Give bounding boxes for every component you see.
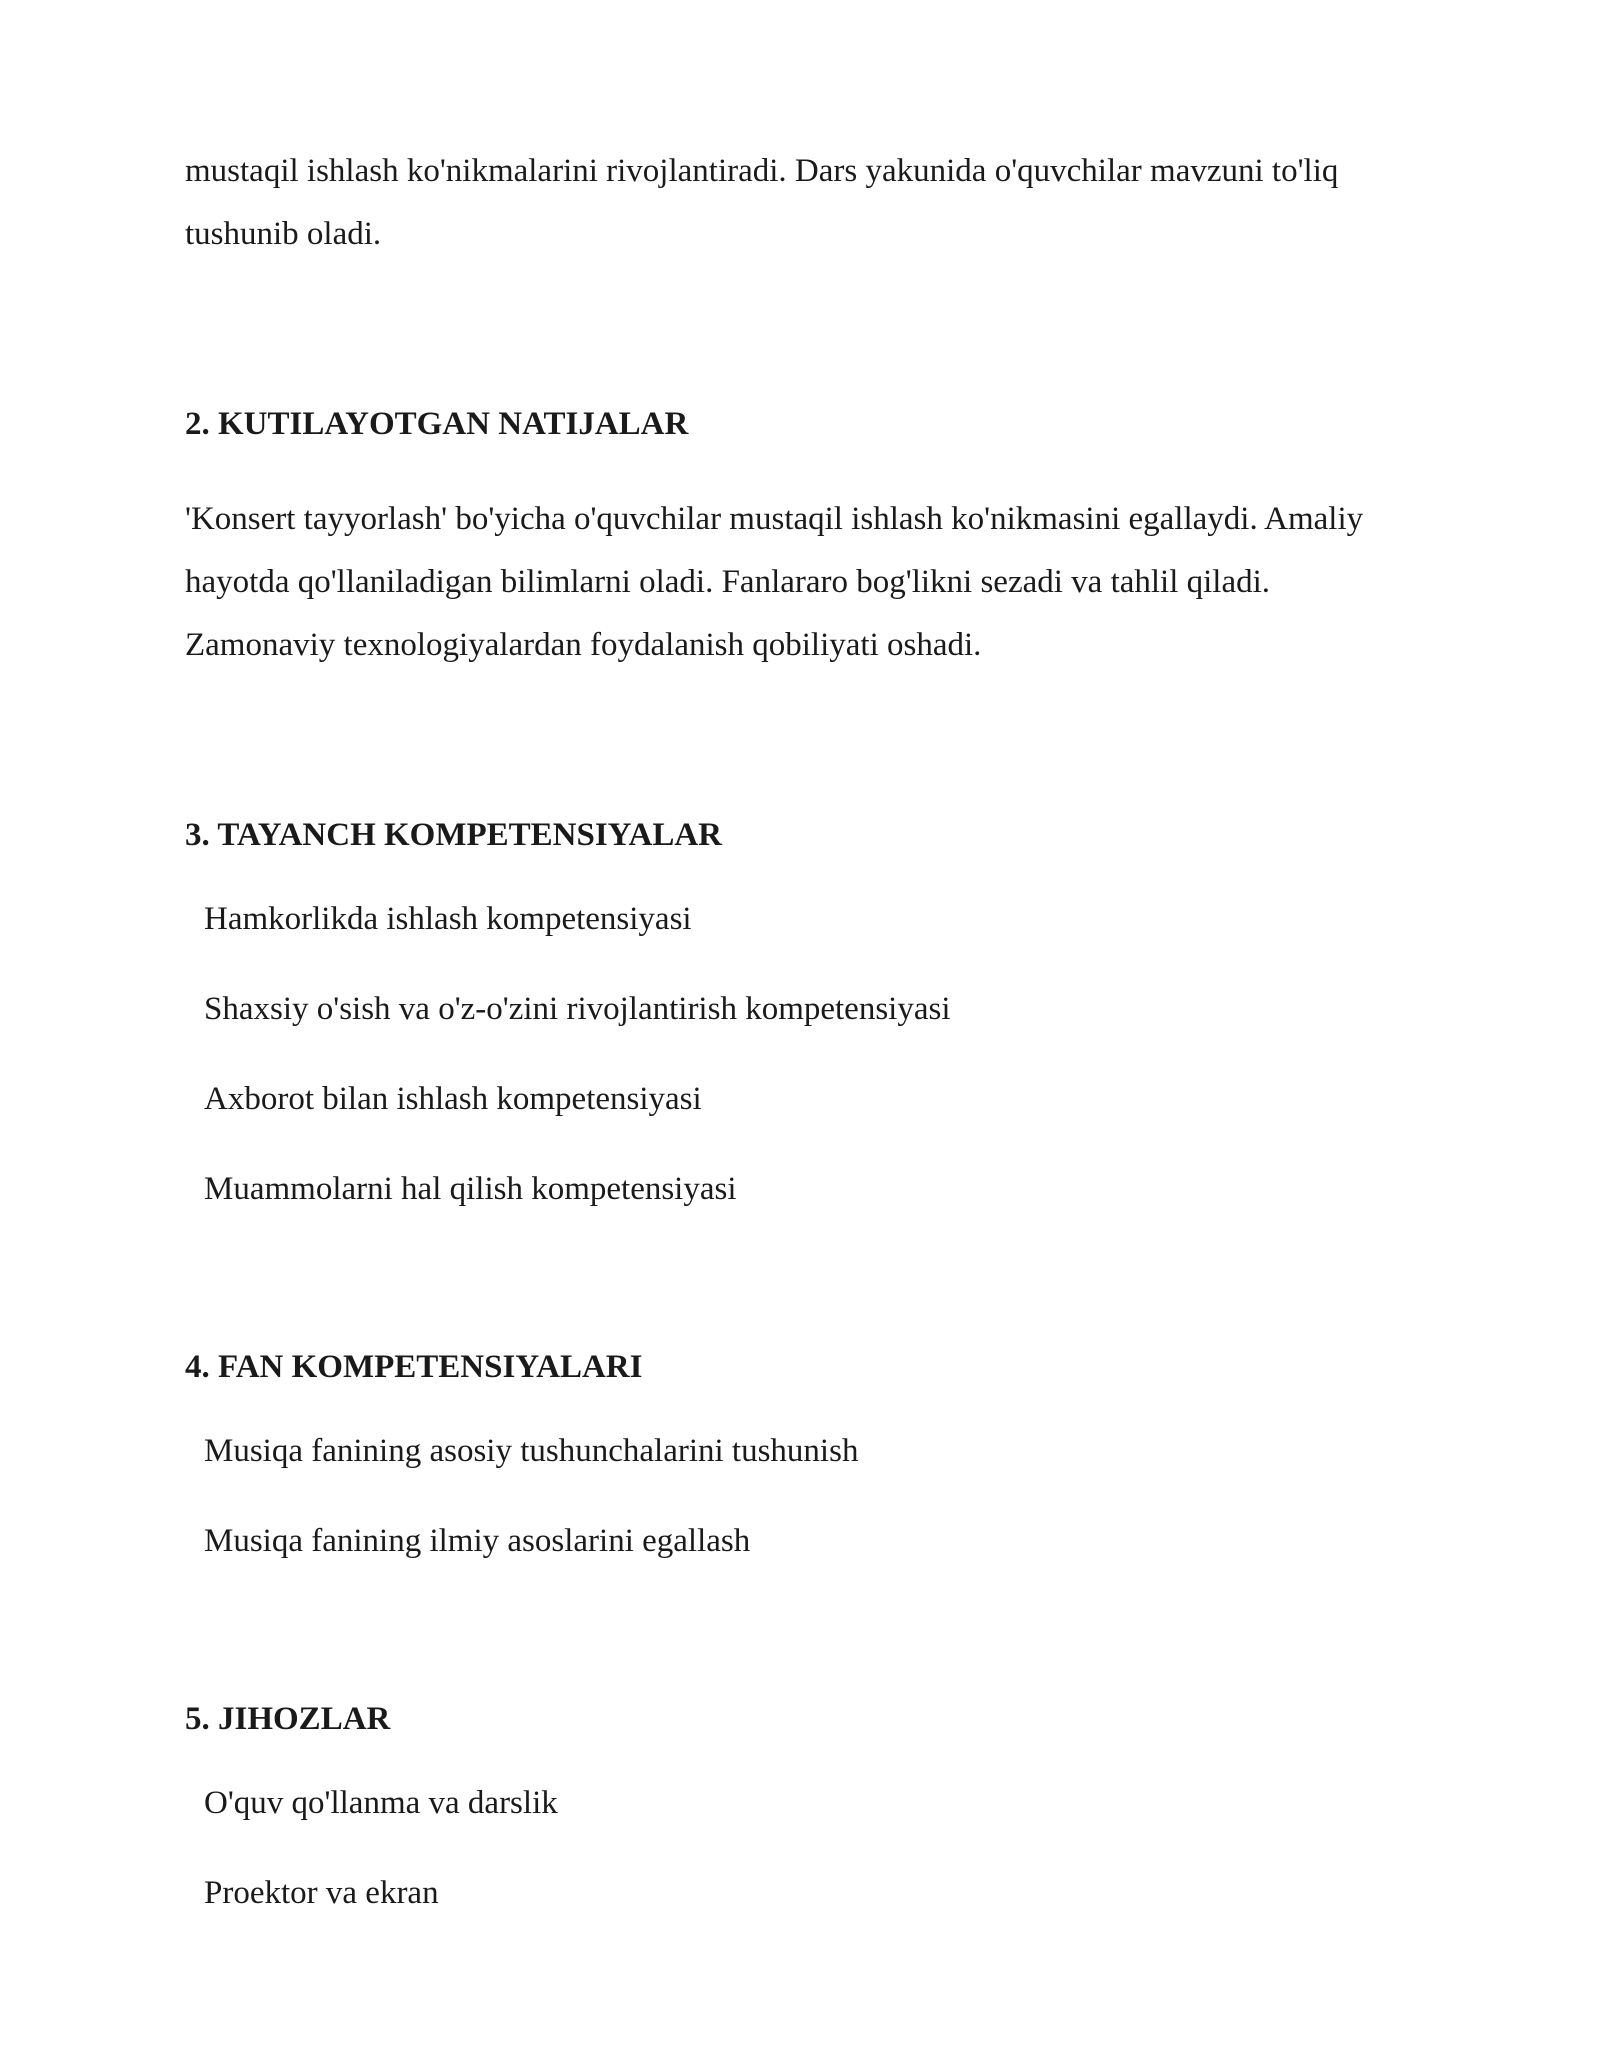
equipment-list xyxy=(185,1783,1425,1913)
list-item: Shaxsiy o'sish va o'z-o'zini rivojlantirish kompetensiyasi xyxy=(204,991,951,1027)
list-item: Axborot bilan ishlash kompetensiyasi xyxy=(204,1081,702,1117)
section-core-competencies xyxy=(185,815,1425,1209)
list-item: Proektor va ekran xyxy=(204,1875,439,1911)
list-item: Muammolarni hal qilish kompetensiyasi xyxy=(204,1171,737,1207)
list-item: O'quv qo'llanma va darslik xyxy=(204,1785,558,1821)
section-subject-competencies xyxy=(185,1347,1425,1561)
intro-paragraph: mustaqil ishlash ko'nikmalarini rivojlantiradi. Dars yakunida o'quvchilar mavzuni to'liq tushunib oladi. xyxy=(185,153,1339,252)
section-expected-results xyxy=(185,404,1425,677)
list-item: Musiqa fanining ilmiy asoslarini egallash xyxy=(204,1523,751,1559)
section-heading: 3. TAYANCH KOMPETENSIYALAR xyxy=(185,817,722,853)
list-item: Musiqa fanining asosiy tushunchalarini tushunish xyxy=(204,1433,859,1469)
list-item: Hamkorlikda ishlash kompetensiyasi xyxy=(204,901,692,937)
document-page xyxy=(185,140,1425,1913)
competency-list xyxy=(185,899,1425,1209)
section-heading: 5. JIHOZLAR xyxy=(185,1701,391,1737)
section-equipment xyxy=(185,1699,1425,1913)
section-heading: 2. KUTILAYOTGAN NATIJALAR xyxy=(185,406,689,442)
section-paragraph: 'Konsert tayyorlash' bo'yicha o'quvchilar mustaqil ishlash ko'nikmasini egallaydi. Amaliy hayotda qo'llaniladigan bilimlarni oladi. Fanlararo bog'likni sezadi va tahlil qiladi. Zamonaviy texnologiyalardan foydalanish qobiliyati oshadi. xyxy=(185,501,1364,663)
subject-competency-list xyxy=(185,1431,1425,1561)
section-heading: 4. FAN KOMPETENSIYALARI xyxy=(185,1349,643,1385)
